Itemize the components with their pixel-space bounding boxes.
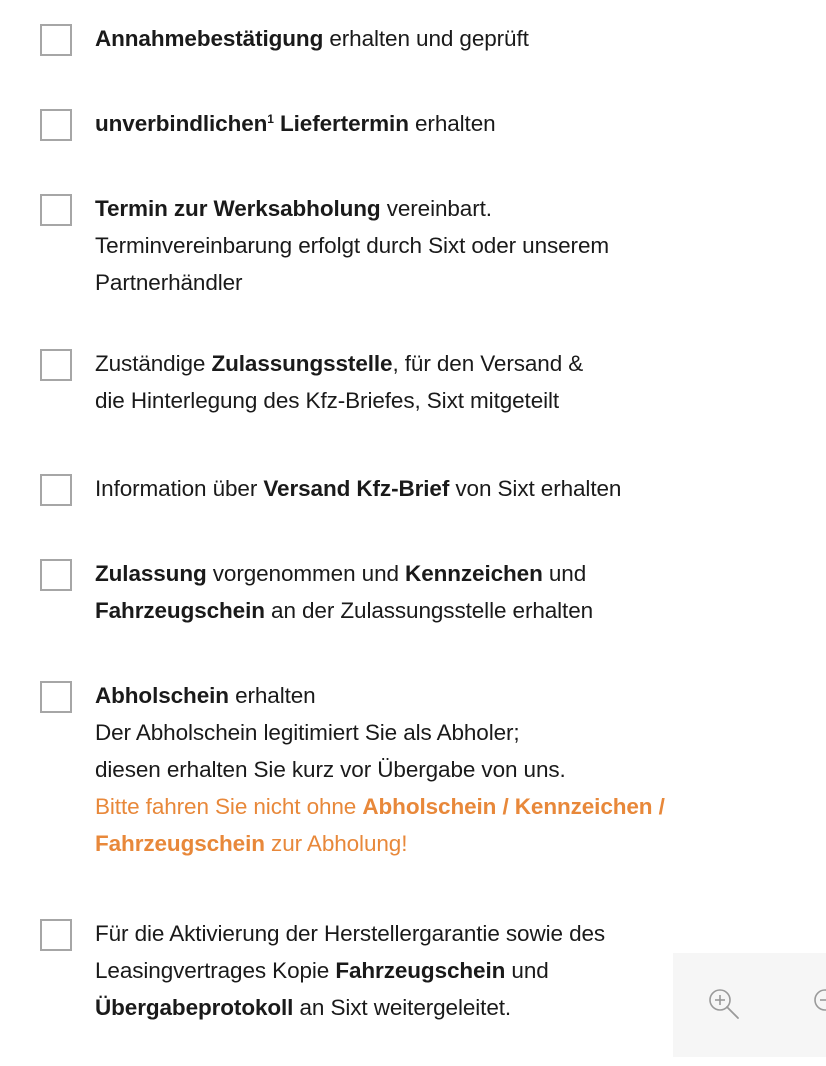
text-segment: Information über	[95, 476, 264, 501]
text-segment: diesen erhalten Sie kurz vor Übergabe von uns.	[95, 757, 566, 782]
checkbox[interactable]	[40, 24, 72, 56]
bold-text: Zulassung	[95, 561, 207, 586]
zoom-controls	[673, 953, 826, 1057]
checklist-item-text	[95, 105, 795, 142]
text-segment: an Sixt weitergeleitet.	[293, 995, 512, 1020]
bold-text: Fahrzeugschein	[335, 958, 506, 983]
zoom-out-icon	[810, 985, 826, 1025]
checkbox[interactable]	[40, 681, 72, 713]
text-line	[95, 264, 795, 301]
text-line	[95, 714, 795, 751]
checklist-item-text	[95, 470, 795, 507]
text-segment: vorgenommen und	[206, 561, 406, 586]
text-line	[95, 227, 795, 264]
text-segment: erhalten	[408, 111, 496, 136]
bold-text: Versand Kfz-Brief	[263, 476, 450, 501]
text-line	[95, 825, 795, 862]
checkbox[interactable]	[40, 919, 72, 951]
text-segment: erhalten und geprüft	[323, 26, 529, 51]
text-line	[95, 555, 795, 592]
text-segment: zur Abholung!	[264, 831, 408, 856]
bold-text: Liefertermin	[273, 111, 409, 136]
bold-text: Kennzeichen	[405, 561, 543, 586]
text-segment: vereinbart.	[380, 196, 492, 221]
bold-text: unverbindlichen	[95, 111, 268, 136]
zoom-in-button[interactable]	[705, 985, 745, 1025]
text-segment: an der Zulassungsstelle erhalten	[264, 598, 594, 623]
text-line	[95, 105, 795, 142]
checkbox[interactable]	[40, 109, 72, 141]
zoom-in-icon	[705, 985, 745, 1025]
text-segment: die Hinterlegung des Kfz-Briefes, Sixt mitgeteilt	[95, 388, 560, 413]
text-line	[95, 190, 795, 227]
text-segment: und	[542, 561, 587, 586]
bold-text: Abholschein / Kennzeichen /	[362, 794, 665, 819]
text-segment: , für den Versand &	[392, 351, 584, 376]
text-line	[95, 677, 795, 714]
bold-text: Zulassungsstelle	[211, 351, 393, 376]
checklist-item-text	[95, 345, 795, 419]
text-segment: Leasingvertrages Kopie	[95, 958, 336, 983]
checklist-item-text	[95, 555, 795, 629]
checklist-item-text	[95, 677, 795, 862]
text-segment: Der Abholschein legitimiert Sie als Abholer;	[95, 720, 520, 745]
bold-text: Übergabeprotokoll	[95, 995, 294, 1020]
text-line	[95, 382, 795, 419]
bold-text: 1	[267, 112, 274, 126]
checkbox[interactable]	[40, 559, 72, 591]
text-line	[95, 788, 795, 825]
checklist-item-text	[95, 190, 795, 301]
checklist-item-text	[95, 20, 795, 57]
text-segment: von Sixt erhalten	[449, 476, 622, 501]
text-line	[95, 345, 795, 382]
bold-text: Fahrzeugschein	[95, 598, 265, 623]
text-segment: Terminvereinbarung erfolgt durch Sixt oder unserem	[95, 233, 610, 258]
bold-text: Fahrzeugschein	[95, 831, 265, 856]
checkbox[interactable]	[40, 474, 72, 506]
text-segment: erhalten	[228, 683, 316, 708]
text-segment: Für die Aktivierung der Herstellergarantie sowie des	[95, 921, 606, 946]
text-segment: und	[505, 958, 549, 983]
text-segment: Bitte fahren Sie nicht ohne	[95, 794, 363, 819]
bold-text: Abholschein	[95, 683, 229, 708]
bold-text: Annahmebestätigung	[95, 26, 324, 51]
text-segment: Partnerhändler	[95, 270, 243, 295]
text-line	[95, 592, 795, 629]
text-segment: Zuständige	[95, 351, 212, 376]
checkbox[interactable]	[40, 194, 72, 226]
text-line	[95, 751, 795, 788]
zoom-out-button[interactable]	[810, 985, 826, 1025]
checkbox[interactable]	[40, 349, 72, 381]
text-line	[95, 915, 795, 952]
text-line	[95, 470, 795, 507]
bold-text: Termin zur Werksabholung	[95, 196, 381, 221]
text-line	[95, 20, 795, 57]
